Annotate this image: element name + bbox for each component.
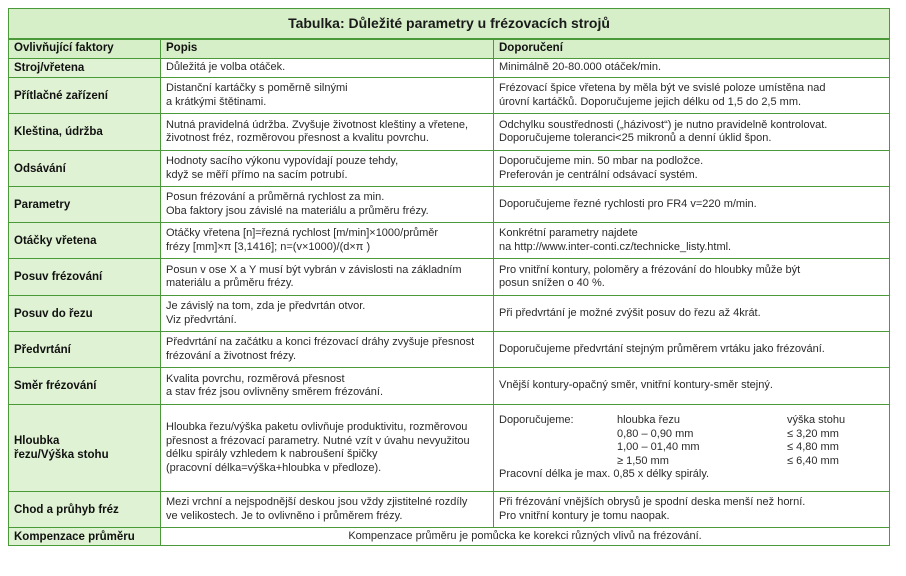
row-popis: Hodnoty sacího výkonu vypovídají pouze tehdy, když se měří přímo na sacím potrubí. — [161, 151, 494, 187]
row-doporuceni: Frézovací špice vřetena by měla být ve svislé poloze umístěna nad úrovní kartáčků. Doporučujeme jejich délku od 1,5 do 2,5 mm. — [494, 78, 890, 114]
row-factor: Stroj/vřetena — [9, 59, 161, 78]
row-factor: Chod a průhyb fréz — [9, 492, 161, 528]
row-doporuceni: Při frézování vnějších obrysů je spodní deska menší než horní. Pro vnitřní kontury je tomu naopak. — [494, 492, 890, 528]
stack-value: ≤ 4,80 mm — [787, 441, 839, 454]
row-doporuceni: Vnější kontury-opačný směr, vnitřní kontury-směr stejný. — [494, 368, 890, 405]
row-popis: Mezi vrchní a nejspodnější deskou jsou vždy zjistitelné rozdíly ve velikostech. Je to ovlivněno i průměrem frézy. — [161, 492, 494, 528]
parameters-table-wrapper — [8, 8, 889, 546]
row-doporuceni: Odchylku soustřednosti („házivost“) je nutno pravidelně kontrolovat. Doporučujeme toleranci<25 mikronů a denní úklid špon. — [494, 114, 890, 151]
row-popis: Otáčky vřetena [n]=řezná rychlost [m/min]×1000/průměr frézy [mm]×π [3,1416]; n=(v×1000)/(d×π ) — [161, 223, 494, 259]
table-row-last — [9, 528, 890, 546]
row-popis: Nutná pravidelná údržba. Zvyšuje životnost kleštiny a vřetene, životnost fréz, rozměrovou přesnost a kvalitu povrchu. — [161, 114, 494, 151]
table-row — [9, 492, 890, 528]
depth-col1-header: hloubka řezu — [617, 414, 680, 427]
row-factor: Otáčky vřetena — [9, 223, 161, 259]
row-factor: Posuv do řezu — [9, 296, 161, 332]
row-factor: Parametry — [9, 187, 161, 223]
row-popis: Posun v ose X a Y musí být vybrán v závislosti na základním materiálu a průměru frézy. — [161, 259, 494, 296]
row-doporuceni: Doporučujeme předvrtání stejným průměrem vrtáku jako frézování. — [494, 332, 890, 368]
row-factor: Přítlačné zařízení — [9, 78, 161, 114]
depth-note: Pracovní délka je max. 0,85 x délky spirály. — [499, 468, 710, 481]
row-popis: Důležitá je volba otáček. — [161, 59, 494, 78]
row-factor: Směr frézování — [9, 368, 161, 405]
row-factor: Předvrtání — [9, 332, 161, 368]
header-popis: Popis — [161, 39, 494, 59]
header-doporuceni: Doporučení — [494, 39, 890, 59]
table-row — [9, 332, 890, 368]
depth-col2-header: výška stohu — [787, 414, 846, 427]
row-factor: Odsávání — [9, 151, 161, 187]
row-popis: Kvalita povrchu, rozměrová přesnost a stav fréz jsou ovlivněny směrem frézování. — [161, 368, 494, 405]
header-factors: Ovlivňující faktory — [9, 39, 161, 59]
parameters-table — [8, 8, 890, 546]
table-row — [9, 59, 890, 78]
row-doporuceni: Doporučujeme řezné rychlosti pro FR4 v=220 m/min. — [494, 187, 890, 223]
row-doporuceni: Doporučujeme min. 50 mbar na podložce. Preferován je centrální odsávací systém. — [494, 151, 890, 187]
row-factor: Posuv frézování — [9, 259, 161, 296]
table-row — [9, 223, 890, 259]
depth-stack-grid — [499, 414, 884, 468]
depth-value: 0,80 – 0,90 mm — [617, 427, 694, 440]
depth-value: ≥ 1,50 mm — [617, 454, 669, 467]
row-doporuceni: Minimálně 20-80.000 otáček/min. — [494, 59, 890, 78]
row-popis: Distanční kartáčky s poměrně silnými a krátkými štětinami. — [161, 78, 494, 114]
table-title — [9, 9, 890, 40]
row-popis: Posun frézování a průměrná rychlost za min. Oba faktory jsou závislé na materiálu a průměru frézy. — [161, 187, 494, 223]
depth-lead: Doporučujeme: — [499, 414, 574, 427]
table-row — [9, 259, 890, 296]
table-row — [9, 78, 890, 114]
stack-value: ≤ 6,40 mm — [787, 454, 839, 467]
table-row — [9, 114, 890, 151]
row-doporuceni-depth-table — [494, 405, 890, 492]
row-popis: Předvrtání na začátku a konci frézovací dráhy zvyšuje přesnost frézování a životnost frézy. — [161, 332, 494, 368]
row-factor: Kleština, údržba — [9, 114, 161, 151]
row-doporuceni: Konkrétní parametry najdete na http://www.inter-conti.cz/technicke_listy.html. — [494, 223, 890, 259]
table-row — [9, 151, 890, 187]
row-factor: Hloubka řezu/Výška stohu — [9, 405, 161, 492]
table-row — [9, 187, 890, 223]
table-row — [9, 405, 890, 492]
table-row — [9, 296, 890, 332]
row-popis: Hloubka řezu/výška paketu ovlivňuje produktivitu, rozměrovou přesnost a frézovací parametry. Nutné vzít v úvahu nevyužitou délku spirály vzhledem k nabroušení špičky (pracovní délka=výška+hloubka v předloze). — [161, 405, 494, 492]
row-doporuceni: Pro vnitřní kontury, poloměry a frézování do hloubky může být posun snížen o 40 %. — [494, 259, 890, 296]
table-row — [9, 368, 890, 405]
row-spanning-text: Kompenzace průměru je pomůcka ke korekci různých vlivů na frézování. — [161, 528, 890, 546]
depth-value: 1,00 – 01,40 mm — [617, 441, 700, 454]
row-popis: Je závislý na tom, zda je předvrtán otvor. Viz předvrtání. — [161, 296, 494, 332]
row-doporuceni: Při předvrtání je možné zvýšit posuv do řezu až 4krát. — [494, 296, 890, 332]
row-factor: Kompenzace průměru — [9, 528, 161, 546]
stack-value: ≤ 3,20 mm — [787, 427, 839, 440]
table-title-text: Tabulka: Důležité parametry u frézovacích strojů — [288, 14, 610, 31]
